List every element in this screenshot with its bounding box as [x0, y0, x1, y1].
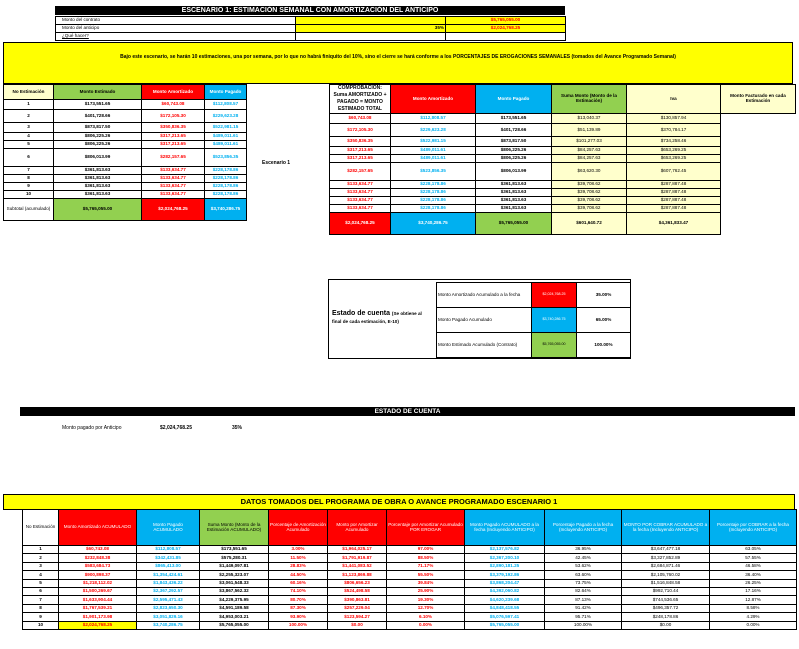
- cell-amort-acum: $583,684.73: [59, 562, 137, 570]
- cell-no: 6: [4, 149, 54, 167]
- cell-pagado-fecha: $5,076,597.41: [465, 613, 545, 621]
- description-box: Bajo este escenario, se harán 10 estimaciones, una por semana, por lo que no habrá finiquito del 10%, sino el cierre se hará conforme a los PORCENTAJES DE EROGACIONES SEMANALES (tomados del Avance Programado Semanal): [3, 42, 793, 84]
- title-escenario-1: ESCENARIO 1: ESTIMACIÓN SEMANAL CON AMORTIZACIÓN DEL ANTICIPO: [55, 6, 565, 15]
- cell-suma: $361,813.63: [476, 197, 552, 205]
- cell-estado-pct: 35.00%: [577, 283, 631, 308]
- cell-estado-pct: 100.00%: [577, 333, 631, 358]
- cell-estado-value: $3,740,286.75: [532, 308, 577, 333]
- cell-pagado-fecha: $4,392,060.82: [465, 587, 545, 595]
- cell-no: 1: [4, 100, 54, 110]
- table-row: [23, 621, 797, 629]
- cell-suma: $806,225.26: [476, 147, 552, 155]
- cell-no: 2: [4, 110, 54, 123]
- cell-pct-por-cobrar: 8.58%: [710, 604, 797, 612]
- cell-amortizado: $350,836.35: [330, 137, 391, 147]
- cell-pagado-fecha: $2,367,200.10: [465, 554, 545, 562]
- cell-pagado-fecha: $5,765,055.00: [465, 621, 545, 629]
- table-row: [23, 571, 797, 579]
- cell-suma: $361,813.63: [476, 181, 552, 189]
- estimaciones-table: [3, 84, 247, 221]
- cell-pct-por-cobrar: 63.05%: [710, 546, 797, 554]
- cell-amort-acum: $60,743.08: [59, 546, 137, 554]
- contrato-table: [55, 16, 566, 41]
- header-t2-iva: Iva: [627, 85, 721, 114]
- cell-por-cobrar: $496,357.72: [622, 604, 710, 612]
- cell-pagado: $228,178.86: [205, 175, 247, 183]
- cell-pagado-fecha: $3,379,192.86: [465, 571, 545, 579]
- cell-amortizado: $133,634.77: [330, 205, 391, 213]
- cell-amortizado: $317,213.65: [142, 141, 205, 149]
- cell-amortizado: $133,634.77: [142, 191, 205, 199]
- header-t2-amortizado: Monto Amortizado: [391, 85, 476, 114]
- que-hacer-label: ¿Qué hacer?: [56, 33, 296, 41]
- cell-pct-amort: 100.00%: [269, 621, 328, 629]
- cell-iva: $39,708.62: [552, 197, 627, 205]
- table-row: [23, 546, 797, 554]
- cell-pct-por-amortizar: 71.17%: [387, 562, 465, 570]
- cell-pct-por-amortizar: 0.00%: [387, 621, 465, 629]
- cell-pagado-acum: $1,843,436.22: [137, 579, 200, 587]
- cell-facturado: $287,887.48: [627, 189, 721, 197]
- total-row: [4, 199, 247, 221]
- cell-pct-amort: 80.70%: [269, 596, 328, 604]
- cell-amortizado: $133,634.77: [142, 175, 205, 183]
- cell-pct-amort: 93.90%: [269, 613, 328, 621]
- cell-amortizado: $172,105.30: [330, 124, 391, 137]
- cell-suma-acum: $4,953,003.21: [200, 613, 269, 621]
- anticipo-label: Monto del anticipo: [56, 25, 296, 33]
- cell-amort-acum: $2,024,768.25: [59, 621, 137, 629]
- cell-amortizado: $317,213.65: [142, 133, 205, 141]
- cell-amort-acum: $1,500,269.67: [59, 587, 137, 595]
- cell-pagado-fecha: $2,137,576.82: [465, 546, 545, 554]
- cell-amortizado: $133,634.77: [142, 183, 205, 191]
- cell-no: 3: [4, 123, 54, 133]
- cell-pct-amort: 28.83%: [269, 562, 328, 570]
- cell-facturado: $653,269.25: [627, 155, 721, 163]
- cell-pagado: $489,011.61: [205, 141, 247, 149]
- cell-amort-acum: $1,633,904.44: [59, 596, 137, 604]
- cell-por-amortizar: $123,594.27: [328, 613, 387, 621]
- header-t2-facturado: Monto Facturado en cada Estimación: [721, 85, 796, 114]
- table-row: [330, 147, 796, 155]
- cell-suma: $401,728.66: [476, 124, 552, 137]
- cell-pagado: $112,808.57: [205, 100, 247, 110]
- cell-suma: $806,225.26: [476, 155, 552, 163]
- cell-pagado-acum: $342,431.85: [137, 554, 200, 562]
- cell-pagado: $489,011.61: [391, 155, 476, 163]
- table-row: [4, 141, 247, 149]
- cell-total-label: Subtotal (acumulado): [4, 199, 54, 221]
- cell-pct-por-amortizar: 39.84%: [387, 579, 465, 587]
- cell-por-amortizar: $1,123,869.88: [328, 571, 387, 579]
- cell-suma-acum: $5,765,055.00: [200, 621, 269, 629]
- cell-no: 4: [23, 571, 59, 579]
- cell-amort-acum: $1,218,112.02: [59, 579, 137, 587]
- table-row: [4, 191, 247, 199]
- cell-estimado: $361,813.63: [54, 191, 142, 199]
- contrato-label: Monto del contrato: [56, 17, 296, 25]
- cell-por-amortizar: $524,498.58: [328, 587, 387, 595]
- cell-por-amortizar: $390,863.81: [328, 596, 387, 604]
- cell-iva: $84,257.63: [552, 155, 627, 163]
- cell-no: 10: [23, 621, 59, 629]
- comprobacion-table: [329, 84, 796, 235]
- cell-suma-acum: $4,229,375.95: [200, 596, 269, 604]
- title-datos-programa: DATOS TOMADOS DEL PROGRAMA DE OBRA O AVANCE PROGRAMADO ESCENARIO 1: [3, 494, 795, 510]
- cell-pct-amort: 74.10%: [269, 587, 328, 595]
- cell-total-iva: $601,640.72: [552, 213, 627, 235]
- cell-no: 3: [23, 562, 59, 570]
- cell-pct-por-amortizar: 88.50%: [387, 554, 465, 562]
- cell-no: 8: [23, 604, 59, 612]
- cell-no: 8: [4, 175, 54, 183]
- cell-estimado: $401,728.66: [54, 110, 142, 123]
- cell-por-amortizar: $1,791,919.87: [328, 554, 387, 562]
- estado-title-text: Estado de cuenta: [332, 310, 390, 317]
- cell-pagado: $112,808.57: [391, 114, 476, 124]
- table-row: [4, 100, 247, 110]
- table-row: [4, 183, 247, 191]
- cell-por-amortizar: $257,229.04: [328, 604, 387, 612]
- cell-pct-pagado: 53.62%: [545, 562, 622, 570]
- cell-pct-amort: 11.50%: [269, 554, 328, 562]
- cell-facturado: $287,887.48: [627, 197, 721, 205]
- cell-pagado-acum: $1,354,424.61: [137, 571, 200, 579]
- cell-pagado: $523,856.35: [391, 163, 476, 181]
- cell-no: 9: [4, 183, 54, 191]
- header-t3-no: No Estimación: [23, 510, 59, 546]
- cell-pagado: $522,981.15: [205, 123, 247, 133]
- table-row: [23, 587, 797, 595]
- acumulados-table: [22, 509, 797, 630]
- cell-facturado: $130,857.94: [627, 114, 721, 124]
- cell-amort-acum: $1,901,173.98: [59, 613, 137, 621]
- cell-pct-por-cobrar: 17.16%: [710, 587, 797, 595]
- cell-amortizado: $133,634.77: [142, 167, 205, 175]
- cell-pct-pagado: 91.42%: [545, 604, 622, 612]
- cell-por-cobrar: $3,327,852.89: [622, 554, 710, 562]
- comprobacion-label: COMPROBACION: Suma AMORTIZADO + PAGADO = MONTO ESTIMADO TOTAL: [330, 85, 391, 114]
- cell-suma-acum: $3,061,548.33: [200, 579, 269, 587]
- cell-pagado: $523,856.35: [205, 149, 247, 167]
- cell-pagado-fecha: $4,848,418.55: [465, 604, 545, 612]
- cell-pct-pagado: 73.75%: [545, 579, 622, 587]
- cell-por-cobrar: $248,178.86: [622, 613, 710, 621]
- cell-pct-por-amortizar: 19.30%: [387, 596, 465, 604]
- header-monto-estimado: Monto Estimado: [54, 85, 142, 100]
- cell-pagado-acum: $3,051,829.16: [137, 613, 200, 621]
- cell-no: 7: [23, 596, 59, 604]
- cell-amortizado: $317,213.65: [330, 147, 391, 155]
- header-t3-por-amortizar: Monto por Amortizar Acumulado: [328, 510, 387, 546]
- pagado-anticipo-pct: 35%: [232, 425, 243, 431]
- escenario-label: Escenario 1: [262, 160, 291, 166]
- cell-pagado-acum: $2,367,292.57: [137, 587, 200, 595]
- cell-pagado-acum: $2,595,471.43: [137, 596, 200, 604]
- cell-total-amortizado: $2,024,768.25: [142, 199, 205, 221]
- cell-pct-por-cobrar: 46.58%: [710, 562, 797, 570]
- cell-pagado: $228,178.86: [391, 181, 476, 189]
- cell-no: 10: [4, 191, 54, 199]
- cell-por-cobrar: $2,684,871.46: [622, 562, 710, 570]
- cell-amort-acum: $900,898.37: [59, 571, 137, 579]
- cell-facturado: $370,784.17: [627, 124, 721, 137]
- cell-pagado-acum: $112,808.57: [137, 546, 200, 554]
- cell-por-cobrar: $2,105,760.02: [622, 571, 710, 579]
- cell-pct-por-amortizar: 97.00%: [387, 546, 465, 554]
- cell-estado-label: Monto Amortizado Acumulado a la fecha: [437, 283, 532, 308]
- cell-pagado: $489,011.61: [391, 147, 476, 155]
- cell-pct-pagado: 87.13%: [545, 596, 622, 604]
- cell-pct-por-cobrar: 36.40%: [710, 571, 797, 579]
- cell-suma-acum: $173,551.65: [200, 546, 269, 554]
- cell-estimado: $173,551.65: [54, 100, 142, 110]
- cell-pct-pagado: 100.00%: [545, 621, 622, 629]
- cell-amortizado: $133,634.77: [330, 189, 391, 197]
- cell-total-pagado: $3,740,286.75: [391, 213, 476, 235]
- cell-estimado: $806,225.26: [54, 141, 142, 149]
- estado-cuenta-bar: ESTADO DE CUENTA: [20, 407, 795, 416]
- cell-suma: $806,013.99: [476, 163, 552, 181]
- table-row: [4, 133, 247, 141]
- table-row: [23, 604, 797, 612]
- cell-total-facturado: $4,361,833.47: [627, 213, 721, 235]
- cell-pagado: $228,178.86: [391, 197, 476, 205]
- table-row: [330, 189, 796, 197]
- cell-pagado-fecha: $4,620,239.68: [465, 596, 545, 604]
- cell-pagado: $228,178.86: [391, 189, 476, 197]
- cell-pct-amort: 44.50%: [269, 571, 328, 579]
- anticipo-value: $2,024,768.25: [446, 25, 566, 33]
- cell-iva: $39,708.62: [552, 189, 627, 197]
- cell-suma-acum: $575,280.31: [200, 554, 269, 562]
- cell-no: 2: [23, 554, 59, 562]
- cell-facturado: $287,887.48: [627, 205, 721, 213]
- cell-facturado: $653,269.25: [627, 147, 721, 155]
- cell-iva: $63,620.30: [552, 163, 627, 181]
- table-row: [330, 197, 796, 205]
- table-row: [4, 123, 247, 133]
- cell-amortizado: $172,105.30: [142, 110, 205, 123]
- header-t3-pct-por-cobrar: Porcentaje por COBRAR a la fecha (Incluyendo ANTICIPO): [710, 510, 797, 546]
- cell-por-amortizar: $1,964,025.17: [328, 546, 387, 554]
- header-t3-suma-acum: Suma Monto (Monto de la Estimación ACUMULADO): [200, 510, 269, 546]
- cell-amortizado: $133,634.77: [330, 197, 391, 205]
- table-row: [4, 110, 247, 123]
- cell-no: 5: [4, 141, 54, 149]
- cell-facturado: $287,887.48: [627, 181, 721, 189]
- cell-no: 1: [23, 546, 59, 554]
- cell-amortizado: $60,743.08: [142, 100, 205, 110]
- cell-pct-amort: 60.16%: [269, 579, 328, 587]
- table-row: [23, 562, 797, 570]
- cell-suma: $873,817.50: [476, 137, 552, 147]
- cell-por-amortizar: $1,441,083.52: [328, 562, 387, 570]
- cell-pct-por-cobrar: 12.87%: [710, 596, 797, 604]
- cell-amortizado: $317,213.65: [330, 155, 391, 163]
- header-no-estimacion: No Estimación: [4, 85, 54, 100]
- table-row: [23, 579, 797, 587]
- table-row: [330, 155, 796, 163]
- header-t3-amortizado-acum: Monto Amortizado ACUMULADO: [59, 510, 137, 546]
- table-row: [330, 114, 796, 124]
- cell-suma-acum: $1,449,097.81: [200, 562, 269, 570]
- pagado-anticipo-label: Monto pagado por Anticipo: [62, 425, 122, 431]
- estado-cuenta-box: [328, 279, 631, 359]
- table-row: [23, 554, 797, 562]
- cell-estimado: $361,813.63: [54, 175, 142, 183]
- cell-estimado: $806,013.99: [54, 149, 142, 167]
- cell-total-estimado: $5,765,055.00: [54, 199, 142, 221]
- cell-facturado: $607,762.45: [627, 163, 721, 181]
- header-t3-pct-por-amortizar: Porcentaje por Amortizar Acumulado POR EROGAR: [387, 510, 465, 546]
- table-row: [4, 149, 247, 167]
- cell-pagado: $228,178.86: [205, 191, 247, 199]
- estado-row: [437, 333, 631, 358]
- table-row: [23, 613, 797, 621]
- cell-suma: $173,551.65: [476, 114, 552, 124]
- cell-pagado-fecha: $2,890,181.25: [465, 562, 545, 570]
- cell-estado-value: $5,765,055.00: [532, 333, 577, 358]
- cell-estado-label: Monto Pagado Acumulado: [437, 308, 532, 333]
- cell-pct-por-cobrar: 26.25%: [710, 579, 797, 587]
- estado-row: [437, 308, 631, 333]
- cell-por-cobrar: $3,647,477.18: [622, 546, 710, 554]
- cell-iva: $13,040.37: [552, 114, 627, 124]
- cell-pagado-acum: $865,413.00: [137, 562, 200, 570]
- cell-total-amortizado: $2,024,768.25: [330, 213, 391, 235]
- header-t3-pagado-acum: Monto Pagado ACUMULADO: [137, 510, 200, 546]
- cell-pagado-acum: $3,740,286.75: [137, 621, 200, 629]
- cell-por-amortizar: $0.00: [328, 621, 387, 629]
- cell-amort-acum: $1,767,539.21: [59, 604, 137, 612]
- cell-por-cobrar: $0.00: [622, 621, 710, 629]
- cell-suma: $361,813.63: [476, 205, 552, 213]
- header-t2-pagado: Monto Pagado: [476, 85, 552, 114]
- cell-pct-por-cobrar: 4.29%: [710, 613, 797, 621]
- contrato-value: $5,765,055.00: [446, 17, 566, 25]
- cell-pct-por-cobrar: 57.55%: [710, 554, 797, 562]
- cell-pct-amort: 3.00%: [269, 546, 328, 554]
- cell-pct-por-amortizar: 25.90%: [387, 587, 465, 595]
- estado-table: [436, 282, 631, 358]
- total-row: [330, 213, 796, 235]
- cell-pagado-acum: $2,823,650.30: [137, 604, 200, 612]
- cell-pct-pagado: 42.45%: [545, 554, 622, 562]
- cell-suma: $361,813.63: [476, 189, 552, 197]
- cell-no: 6: [23, 587, 59, 595]
- cell-amort-acum: $232,848.38: [59, 554, 137, 562]
- cell-pct-pagado: 63.60%: [545, 571, 622, 579]
- table-row: [330, 205, 796, 213]
- cell-iva: $84,257.63: [552, 147, 627, 155]
- table-row: [330, 163, 796, 181]
- cell-por-amortizar: $806,656.23: [328, 579, 387, 587]
- cell-iva: $39,708.62: [552, 181, 627, 189]
- cell-pct-por-amortizar: 55.50%: [387, 571, 465, 579]
- cell-pct-amort: 87.30%: [269, 604, 328, 612]
- cell-por-cobrar: $744,536.65: [622, 596, 710, 604]
- table-row: [330, 137, 796, 147]
- cell-no: 9: [23, 613, 59, 621]
- table-row: [23, 596, 797, 604]
- cell-pct-por-amortizar: 6.10%: [387, 613, 465, 621]
- cell-pagado: $489,011.61: [205, 133, 247, 141]
- cell-no: 7: [4, 167, 54, 175]
- cell-estado-value: $2,024,768.25: [532, 283, 577, 308]
- table-row: [4, 175, 247, 183]
- header-t3-pct-amort: Porcentaje de Amortización Acumulado: [269, 510, 328, 546]
- table-row: [4, 167, 247, 175]
- header-t2-suma: Suma Monto (Monto de la Estimación): [552, 85, 627, 114]
- cell-por-cobrar: $1,516,848.58: [622, 579, 710, 587]
- cell-pagado: $228,178.86: [391, 205, 476, 213]
- cell-estimado: $361,813.63: [54, 167, 142, 175]
- cell-total-pagado: $3,740,286.75: [205, 199, 247, 221]
- cell-iva: $39,708.62: [552, 205, 627, 213]
- cell-pagado: $522,981.15: [391, 137, 476, 147]
- cell-amortizado: $60,743.08: [330, 114, 391, 124]
- cell-estado-label: Monto Estimado Acumulado (Contrato): [437, 333, 532, 358]
- header-monto-amortizado: Monto Amortizado: [142, 85, 205, 100]
- pagado-anticipo-value: $2,024,768.25: [160, 425, 192, 431]
- cell-estado-pct: 65.00%: [577, 308, 631, 333]
- cell-por-cobrar: $992,710.44: [622, 587, 710, 595]
- table-row: [330, 181, 796, 189]
- cell-pagado: $228,178.86: [205, 183, 247, 191]
- cell-estimado: $806,225.26: [54, 133, 142, 141]
- estado-row: [437, 283, 631, 308]
- cell-amortizado: $133,634.77: [330, 181, 391, 189]
- cell-amortizado: $282,157.65: [142, 149, 205, 167]
- cell-pagado-fecha: $3,868,204.47: [465, 579, 545, 587]
- cell-total-suma: $5,765,055.00: [476, 213, 552, 235]
- table-row: [330, 124, 796, 137]
- cell-iva: $51,139.89: [552, 124, 627, 137]
- cell-pagado: $228,178.86: [205, 167, 247, 175]
- cell-pagado: $229,623.28: [205, 110, 247, 123]
- cell-pct-pagado: 95.71%: [545, 613, 622, 621]
- cell-pct-pagado: 82.64%: [545, 587, 622, 595]
- cell-pagado: $229,623.28: [391, 124, 476, 137]
- cell-estimado: $873,817.50: [54, 123, 142, 133]
- estado-subtitle: (Se obtiene al final de cada estimación, E-10): [332, 311, 422, 324]
- cell-pct-pagado: 36.95%: [545, 546, 622, 554]
- cell-no: 4: [4, 133, 54, 141]
- cell-facturado: $734,258.46: [627, 137, 721, 147]
- cell-no: 5: [23, 579, 59, 587]
- cell-suma-acum: $3,867,562.32: [200, 587, 269, 595]
- cell-estimado: $361,813.63: [54, 183, 142, 191]
- cell-suma-acum: $4,591,189.58: [200, 604, 269, 612]
- header-t3-por-cobrar: MONTO POR COBRAR ACUMULADO a la fecha (Incluyendo ANTICIPO): [622, 510, 710, 546]
- cell-iva: $101,277.03: [552, 137, 627, 147]
- header-t3-pagado-fecha: Monto Pagado ACUMULADO a la fecha (Incluyendo ANTICIPO): [465, 510, 545, 546]
- cell-amortizado: $350,836.35: [142, 123, 205, 133]
- cell-pct-por-amortizar: 12.70%: [387, 604, 465, 612]
- header-t3-pct-pagado: Porcentaje Pagado a la fecha (Incluyendo ANTICIPO): [545, 510, 622, 546]
- cell-pct-por-cobrar: 0.00%: [710, 621, 797, 629]
- cell-suma-acum: $2,255,323.07: [200, 571, 269, 579]
- header-monto-pagado: Monto Pagado: [205, 85, 247, 100]
- anticipo-pct: 35%: [296, 25, 446, 33]
- estado-title: [332, 310, 432, 325]
- cell-amortizado: $282,157.65: [330, 163, 391, 181]
